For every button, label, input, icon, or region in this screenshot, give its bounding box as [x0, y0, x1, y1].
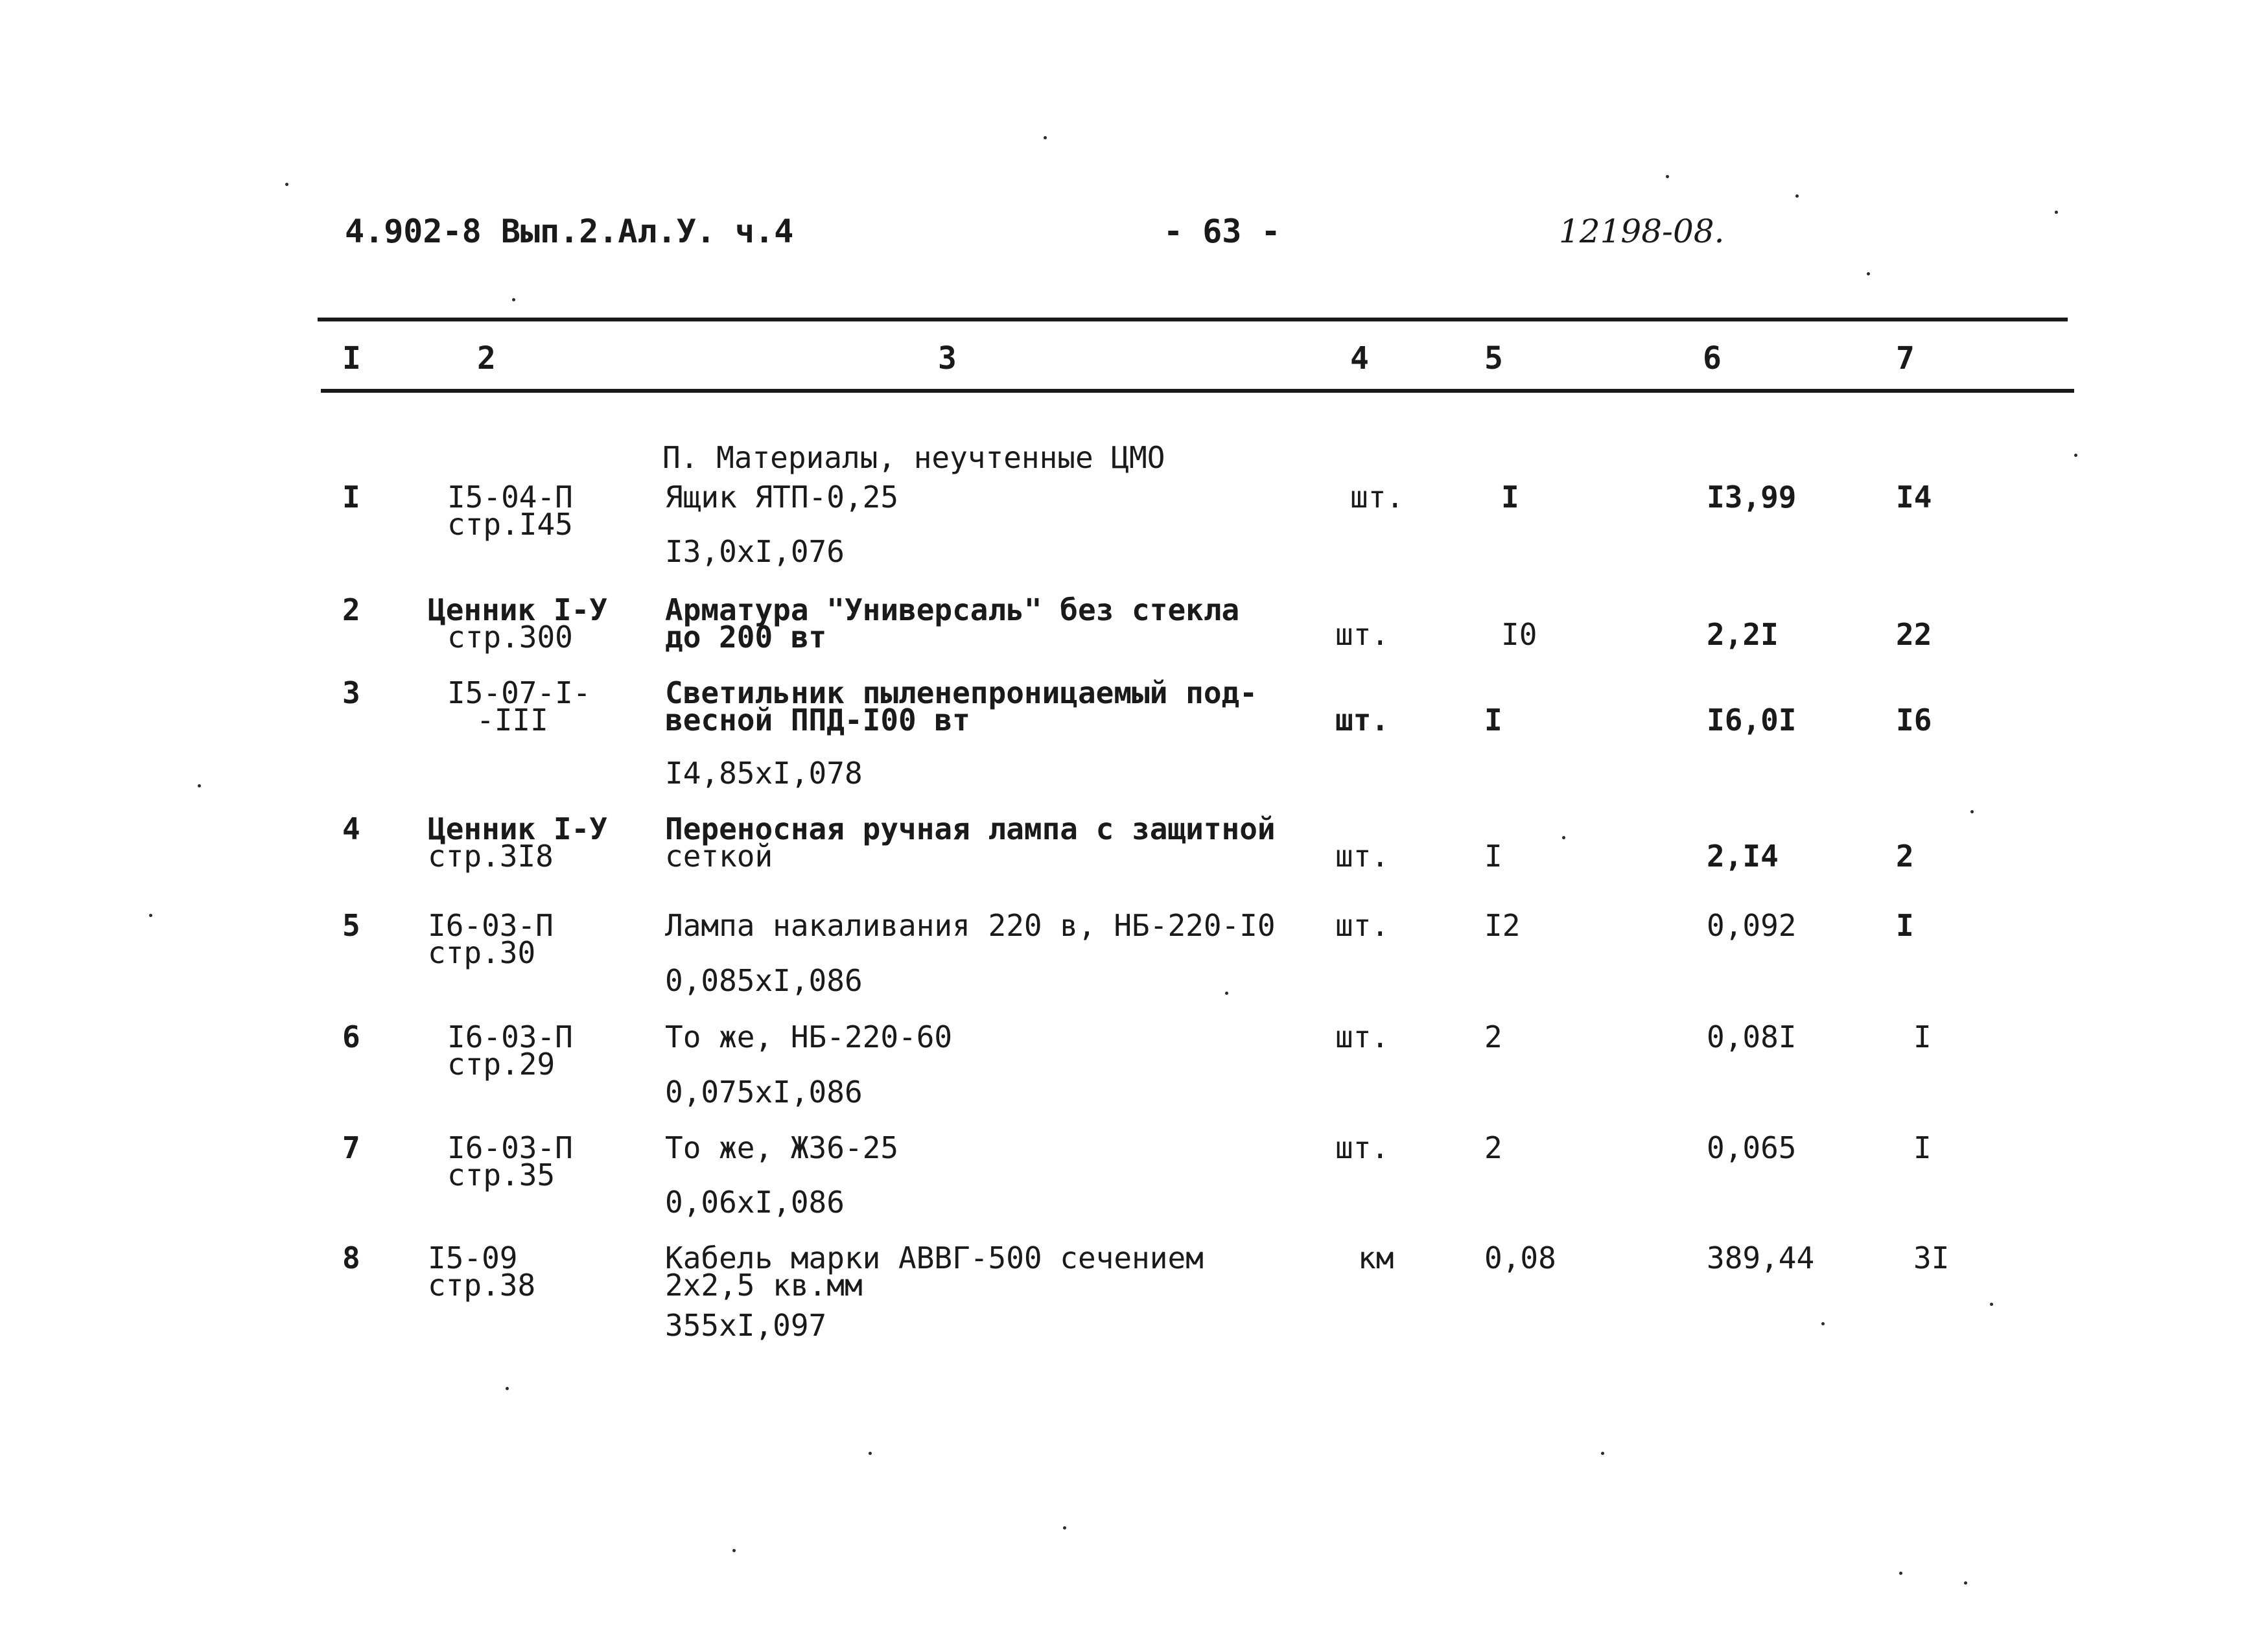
row-1-qty: I [1501, 480, 1519, 515]
row-2-num: 2 [342, 592, 360, 627]
row-4-total: 2 [1896, 839, 1914, 874]
row-1-calc: I3,0xI,076 [665, 534, 845, 569]
scan-speck [1795, 194, 1799, 198]
row-6-ref-a: I6-03-П [447, 1019, 573, 1054]
col-header-6: 6 [1703, 340, 1722, 377]
row-5-unit: шт. [1335, 908, 1390, 943]
scan-speck [1666, 175, 1669, 178]
row-5-num: 5 [342, 908, 360, 943]
scan-speck [285, 183, 288, 186]
row-7-price: 0,065 [1707, 1130, 1797, 1165]
scan-speck [1044, 136, 1047, 139]
row-3-num: 3 [342, 675, 360, 710]
row-3-ref-b: -III [476, 703, 548, 738]
row-3-price: I6,0I [1707, 703, 1797, 738]
page-number: - 63 - [1163, 213, 1281, 250]
row-7-unit: шт. [1335, 1130, 1390, 1165]
scan-speck [1225, 992, 1228, 995]
row-6-qty: 2 [1484, 1019, 1502, 1054]
scan-speck [198, 784, 201, 787]
row-3-ref-a: I5-07-I- [447, 675, 591, 710]
row-4-price: 2,I4 [1707, 839, 1779, 874]
row-3-desc-b: весной ППД-I00 вт [665, 703, 970, 738]
row-1-num: I [342, 480, 360, 515]
row-5-ref-a: I6-03-П [428, 908, 554, 943]
scan-speck [1970, 810, 1974, 813]
scan-speck [1063, 1526, 1066, 1530]
col-header-1: I [342, 340, 361, 377]
row-3-calc: I4,85xI,078 [665, 756, 863, 791]
row-8-ref-a: I5-09 [428, 1240, 518, 1275]
scan-speck [149, 914, 152, 917]
row-1-price: I3,99 [1707, 480, 1797, 515]
scan-speck [1867, 272, 1870, 275]
row-4-ref-a: Ценник I-У [428, 811, 607, 846]
row-4-desc-b: сеткой [665, 839, 773, 874]
scan-speck [506, 1387, 509, 1390]
row-2-price: 2,2I [1707, 617, 1779, 652]
row-7-num: 7 [342, 1130, 360, 1165]
scan-speck [1601, 1452, 1604, 1455]
section-title: П. Материалы, неучтенные ЦМО [662, 440, 1165, 475]
row-8-qty: 0,08 [1484, 1240, 1556, 1275]
row-8-ref-b: стр.38 [428, 1268, 536, 1303]
row-6-unit: шт. [1335, 1019, 1390, 1054]
row-6-desc-a: То же, НБ-220-60 [665, 1019, 953, 1054]
row-3-desc-a: Светильник пыленепроницаемый под- [665, 675, 1257, 710]
row-3-qty: I [1484, 703, 1502, 738]
row-4-num: 4 [342, 811, 360, 846]
scan-speck [1964, 1581, 1967, 1585]
row-2-unit: шт. [1335, 617, 1390, 652]
col-header-5: 5 [1484, 340, 1503, 377]
row-3-total: I6 [1896, 703, 1932, 738]
row-1-desc-a: Ящик ЯТП-0,25 [665, 480, 899, 515]
row-7-ref-b: стр.35 [447, 1158, 555, 1192]
row-2-total: 22 [1896, 617, 1932, 652]
scan-speck [869, 1452, 872, 1455]
scan-speck [1899, 1572, 1902, 1575]
row-2-desc-a: Арматура "Универсаль" без стекла [665, 592, 1240, 627]
row-5-calc: 0,085xI,086 [665, 963, 863, 998]
scan-speck [1821, 1322, 1825, 1325]
row-8-total: 3I [1913, 1240, 1950, 1275]
row-6-total: I [1913, 1019, 1932, 1054]
row-3-unit: шт. [1335, 703, 1390, 738]
row-5-price: 0,092 [1707, 908, 1797, 943]
archive-number: 12198-08. [1559, 213, 1725, 250]
row-2-ref-a: Ценник I-У [428, 592, 607, 627]
row-8-num: 8 [342, 1240, 360, 1275]
scan-speck [1562, 836, 1565, 839]
row-8-desc-b: 2x2,5 кв.мм [665, 1268, 863, 1303]
row-4-qty: I [1484, 839, 1502, 874]
row-1-total: I4 [1896, 480, 1932, 515]
row-1-ref-b: стр.I45 [447, 507, 573, 542]
row-7-ref-a: I6-03-П [447, 1130, 573, 1165]
row-8-desc-a: Кабель марки АВВГ-500 сечением [665, 1240, 1204, 1275]
row-5-total: I [1896, 908, 1914, 943]
row-7-desc-a: То же, Ж36-25 [665, 1130, 899, 1165]
row-7-calc: 0,06xI,086 [665, 1185, 845, 1220]
row-2-qty: I0 [1501, 617, 1537, 652]
scan-speck [732, 1549, 736, 1552]
row-1-unit: шт. [1350, 480, 1405, 515]
row-2-desc-b: до 200 вт [665, 620, 827, 655]
row-5-qty: I2 [1484, 908, 1521, 943]
row-2-ref-b: стр.300 [447, 620, 573, 655]
row-4-unit: шт. [1335, 839, 1390, 874]
scan-speck [512, 298, 515, 301]
row-6-num: 6 [342, 1019, 360, 1054]
table-top-rule [318, 318, 2068, 321]
row-6-calc: 0,075xI,086 [665, 1075, 863, 1110]
scan-speck [2055, 211, 2058, 214]
col-header-7: 7 [1896, 340, 1915, 377]
row-8-price: 389,44 [1707, 1240, 1815, 1275]
row-4-ref-b: стр.3I8 [428, 839, 554, 874]
col-header-4: 4 [1350, 340, 1369, 377]
row-7-total: I [1913, 1130, 1932, 1165]
row-4-desc-a: Переносная ручная лампа с защитной [665, 811, 1276, 846]
row-8-unit: км [1358, 1240, 1394, 1275]
scan-speck [2074, 454, 2077, 457]
col-header-3: 3 [938, 340, 957, 377]
row-5-desc-a: Лампа накаливания 220 в, НБ-220-I0 [665, 908, 1276, 943]
doc-code: 4.902-8 Вып.2.Ал.У. ч.4 [345, 213, 794, 250]
row-7-qty: 2 [1484, 1130, 1502, 1165]
row-8-calc: 355xI,097 [665, 1308, 827, 1343]
row-1-ref-a: I5-04-П [447, 480, 573, 515]
row-6-price: 0,08I [1707, 1019, 1797, 1054]
table-header-rule [321, 389, 2074, 393]
row-5-ref-b: стр.30 [428, 935, 536, 970]
row-6-ref-b: стр.29 [447, 1047, 555, 1082]
col-header-2: 2 [477, 340, 496, 377]
scan-speck [1990, 1303, 1993, 1306]
